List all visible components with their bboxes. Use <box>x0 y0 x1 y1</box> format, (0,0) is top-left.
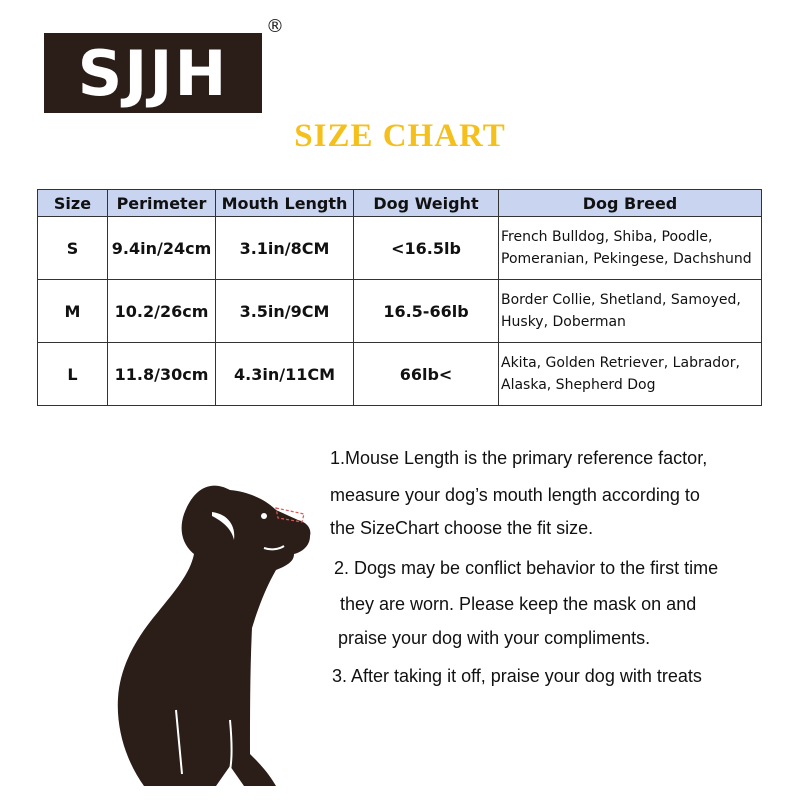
cell-mouth-length: 4.3in/11CM <box>216 343 354 406</box>
page-title: SIZE CHART <box>294 118 506 154</box>
cell-perimeter: 9.4in/24cm <box>108 217 216 280</box>
registered-mark: ® <box>266 16 284 37</box>
cell-size: S <box>38 217 108 280</box>
breed-line: Border Collie, Shetland, Samoyed, <box>501 292 741 308</box>
note-line: 1.Mouse Length is the primary reference factor, <box>330 448 708 468</box>
cell-dog-breed <box>499 217 762 280</box>
brand-logo <box>44 33 262 113</box>
note-line: the SizeChart choose the fit size. <box>330 518 594 538</box>
cell-dog-breed <box>499 280 762 343</box>
sitting-dog-silhouette-icon <box>80 470 330 790</box>
note-line: 3. After taking it off, praise your dog with treats <box>332 666 702 686</box>
cell-dog-breed <box>499 343 762 406</box>
header-size: Size <box>38 190 108 217</box>
table-header-row <box>38 190 762 217</box>
breed-line: French Bulldog, Shiba, Poodle, <box>501 229 713 245</box>
cell-perimeter: 11.8/30cm <box>108 343 216 406</box>
cell-size: L <box>38 343 108 406</box>
cell-mouth-length: 3.5in/9CM <box>216 280 354 343</box>
header-dog-weight: Dog Weight <box>354 190 499 217</box>
table-row <box>38 343 762 406</box>
size-chart-table <box>37 189 762 406</box>
note-line: praise your dog with your compliments. <box>338 628 651 648</box>
header-perimeter: Perimeter <box>108 190 216 217</box>
note-line: measure your dog’s mouth length according to <box>330 485 700 505</box>
table-row <box>38 217 762 280</box>
cell-size: M <box>38 280 108 343</box>
cell-dog-weight: 66lb< <box>354 343 499 406</box>
brand-name: SJJH <box>77 36 229 110</box>
cell-dog-weight: <16.5lb <box>354 217 499 280</box>
note-line: 2. Dogs may be conflict behavior to the first time <box>334 558 719 578</box>
cell-dog-weight: 16.5-66lb <box>354 280 499 343</box>
note-line: they are worn. Please keep the mask on and <box>340 594 697 614</box>
table-row <box>38 280 762 343</box>
cell-mouth-length: 3.1in/8CM <box>216 217 354 280</box>
header-mouth-length: Mouth Length <box>216 190 354 217</box>
breed-line: Pomeranian, Pekingese, Dachshund <box>501 251 752 267</box>
cell-perimeter: 10.2/26cm <box>108 280 216 343</box>
header-dog-breed: Dog Breed <box>499 190 762 217</box>
breed-line: Akita, Golden Retriever, Labrador, <box>501 355 740 371</box>
breed-line: Husky, Doberman <box>501 314 626 330</box>
breed-line: Alaska, Shepherd Dog <box>501 377 656 393</box>
